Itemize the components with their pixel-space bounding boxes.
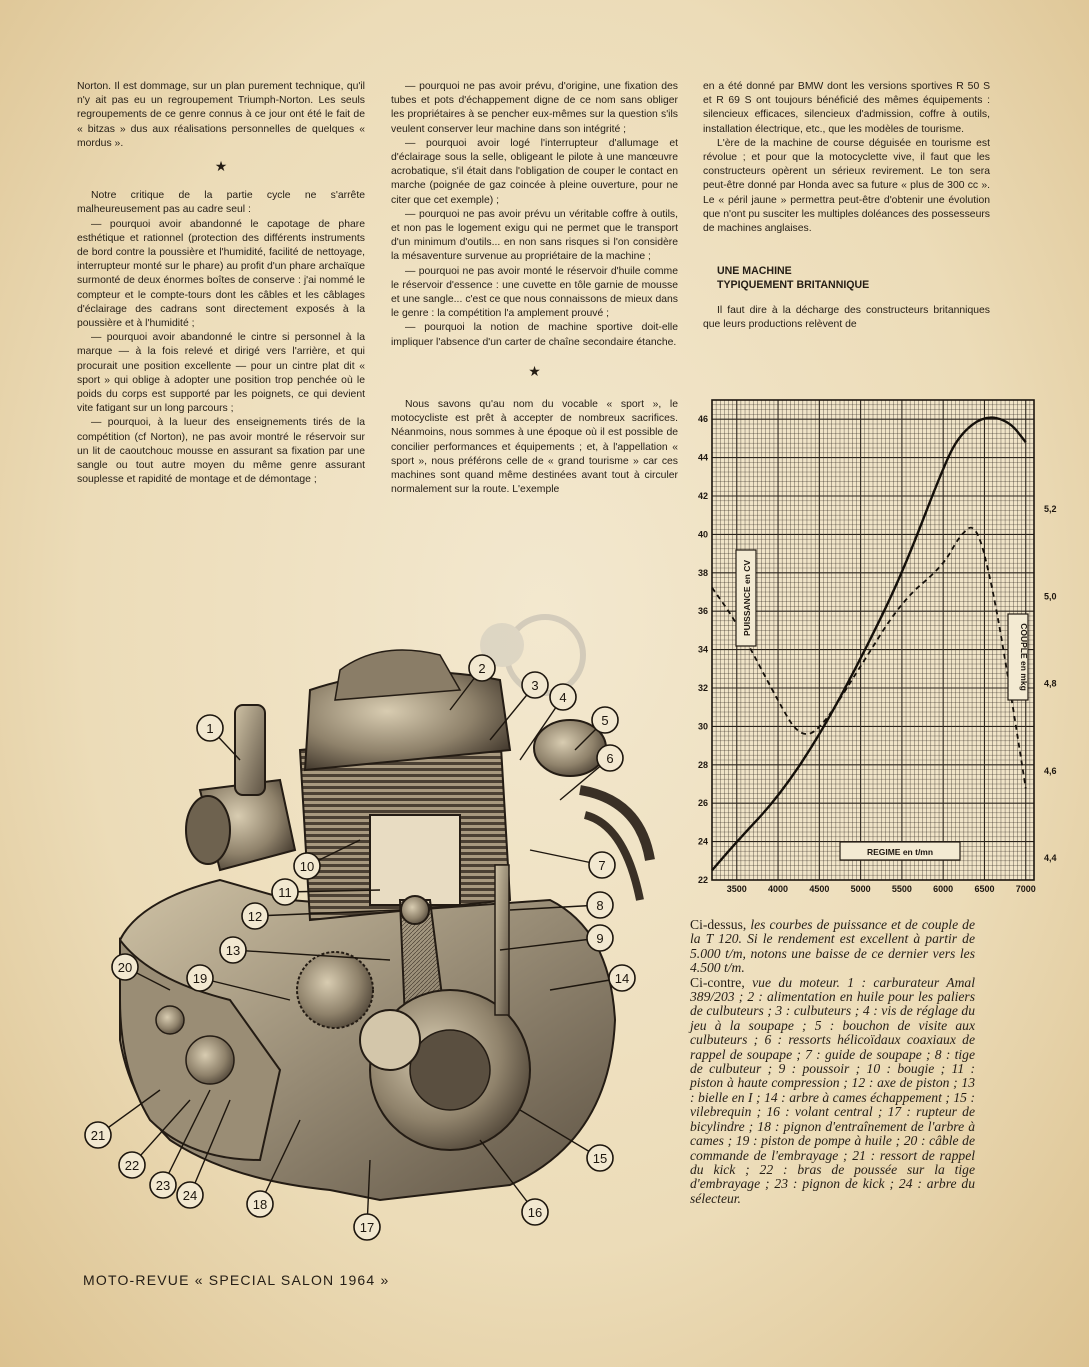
paragraph: L'ère de la machine de course déguisée en tourisme est révolue ; et pour que la motocyclette vive, il faut que les constructeurs opèrent un sérieux revirement. Le ton sera peut-être donné par Honda avec sa future « plus de 300 cc ». Le « péril jaune » permettra peut-être d'obtenir une évolution que n'ont pu susciter les multiples doléances des possesseurs de machines anglaises. bbox=[703, 137, 990, 235]
callout-number: 24 bbox=[182, 1188, 198, 1203]
chart-and-engine-caption bbox=[690, 918, 975, 1206]
paragraph: — pourquoi ne pas avoir prévu, d'origine, une fixation des tubes et pots d'échappement digne de ce nom sans obliger les propriétaires à se pencher eux-mêmes sur la question s'ils veulent conserver leur machine dans son intégrité ; bbox=[391, 81, 678, 135]
paragraph: Notre critique de la partie cycle ne s'arrête malheureusement pas au cadre seul : bbox=[77, 190, 365, 216]
callout-number: 6 bbox=[606, 751, 614, 766]
y-tick-label: 28 bbox=[697, 759, 708, 770]
paragraph: — pourquoi la notion de machine sportive doit-elle impliquer l'absence d'un carter de chaîne secondaire étanche. bbox=[391, 322, 678, 348]
y2-tick-label: 4,8 bbox=[1044, 678, 1057, 689]
chart-caption bbox=[690, 918, 975, 976]
text-column-1 bbox=[77, 80, 365, 487]
callout-number: 20 bbox=[117, 960, 133, 975]
paragraph: en a été donné par BMW dont les versions sportives R 50 S et R 69 S ont toujours bénéficié des mêmes équipements : silencieux efficaces, silencieux d'admission, coffre à outils, installation électrique, etc., que les modèles de tourisme. bbox=[703, 81, 990, 135]
section-heading-line-2: TYPIQUEMENT BRITANNIQUE bbox=[717, 279, 870, 292]
paragraph: Nous savons qu'au nom du vocable « sport », le motocycliste est prêt à accepter de nombreux sacrifices. Néanmoins, nous sommes à une époque où il est possible de concilier performances et équipements ; et, à l'appellation « sport », nous préférons celle de « grand tourisme » car ces machines sont quand même destinées avant tout à circuler normalement sur la route. L'exemple bbox=[391, 399, 678, 496]
chart-grid bbox=[712, 400, 1034, 880]
y-tick-label: 32 bbox=[697, 683, 708, 693]
y-tick-label: 44 bbox=[697, 452, 708, 463]
chart-y2label: COUPLE en mkg bbox=[1019, 623, 1029, 691]
callout-number: 22 bbox=[124, 1158, 140, 1173]
paragraph: — pourquoi ne pas avoir monté le réservoir d'huile comme le réservoir d'essence : une cuvette en tôle garnie de mousse et une sangle... c'est ce que nous connaissons de mieux dans le genre : la compétition l'a amplement prouvé ; bbox=[391, 265, 678, 320]
callout-number: 21 bbox=[90, 1128, 106, 1143]
y-tick-label: 40 bbox=[697, 529, 708, 540]
callout-number: 17 bbox=[359, 1220, 375, 1235]
chart-y2-ticks bbox=[1044, 504, 1057, 863]
chart-y-ticks bbox=[698, 414, 708, 885]
x-tick-label: 6500 bbox=[974, 884, 995, 894]
paragraph: — pourquoi avoir abandonné le capotage de phare esthétique et rationnel (protection des différents instruments de bord contre la poussière et l'humidité, facilité de nettoyage, interrupteur monté sur le phare) au profit d'un phare archaïque surmonté de deux énormes boîtes de conserve : j'ai nommé le compteur et le compte-tours dont les câbles et les câblages d'éclairage des cadrans sont directement exposés à la poussière et à l'humidité ; bbox=[77, 218, 365, 330]
caption-lead: Ci-dessus, bbox=[690, 917, 747, 932]
callout-number: 16 bbox=[527, 1205, 543, 1220]
x-tick-label: 3500 bbox=[726, 884, 747, 894]
callout-number: 12 bbox=[247, 909, 263, 924]
y2-tick-label: 4,4 bbox=[1044, 853, 1057, 864]
paragraph: — pourquoi, à la lueur des enseignements tirés de la compétition (cf Norton), ne pas avoir montré le réservoir sur un lit de caoutchouc mousse en assurant sa fixation par une sangle ou tout autre moyen du même genre assurant souplesse et rapidité de montage et de démontage ; bbox=[77, 417, 365, 486]
engine-cutaway-illustration bbox=[80, 600, 690, 1250]
text-column-2 bbox=[391, 80, 678, 497]
y2-tick-label: 5,0 bbox=[1044, 591, 1057, 602]
page-footer: MOTO-REVUE « SPECIAL SALON 1964 » bbox=[83, 1272, 390, 1288]
caption-lead: Ci-contre, bbox=[690, 974, 745, 990]
x-tick-label: 7000 bbox=[1015, 884, 1036, 894]
caption-text: les courbes de puissance et de couple de la T 120. Si le rendement est excellent à partir de 5.000 t/m, notons une baisse de ce dernier vers les 4.500 t/m. bbox=[690, 917, 975, 976]
y2-tick-label: 4,6 bbox=[1044, 765, 1057, 776]
x-tick-label: 6000 bbox=[933, 884, 954, 894]
paragraph: — pourquoi ne pas avoir prévu un véritable coffre à outils, et non pas le logement exigu qui ne permet que le transport d'un minimum d'outils... en non sans risques si l'on considère la mésaventure survenue au propriétaire de la machine ; bbox=[391, 208, 678, 263]
text-column-3 bbox=[703, 80, 990, 333]
y-tick-label: 42 bbox=[697, 491, 708, 501]
x-tick-label: 4000 bbox=[768, 884, 789, 894]
callout-number: 18 bbox=[252, 1197, 268, 1212]
chart-x-ticks bbox=[727, 884, 1036, 894]
paragraph: — pourquoi avoir abandonné le cintre si personnel à la marque — à la fois relevé et dirigé vers l'arrière, et qui procurait une position excellente — pour un cintre plat dit « sport » qui oblige à adopter une position trop penchée où le poids du corps est supporté par les poignets, ce qui devient vite fatigant sur un long parcours ; bbox=[77, 332, 365, 415]
y-tick-label: 22 bbox=[697, 875, 708, 885]
callout-number: 13 bbox=[225, 943, 241, 958]
chart-xlabel-box bbox=[840, 842, 960, 860]
callout-number: 10 bbox=[299, 859, 315, 874]
callout-number: 4 bbox=[559, 690, 567, 705]
power-torque-chart bbox=[690, 392, 1057, 904]
y2-tick-label: 5,2 bbox=[1044, 504, 1057, 515]
y-tick-label: 34 bbox=[697, 644, 708, 655]
callout-number: 15 bbox=[592, 1151, 608, 1166]
y-tick-label: 46 bbox=[697, 414, 708, 425]
x-tick-label: 4500 bbox=[809, 884, 830, 894]
x-tick-label: 5000 bbox=[850, 884, 871, 894]
chart-y2label-box bbox=[1008, 614, 1029, 700]
chart-xlabel: REGIME en t/mn bbox=[866, 847, 934, 857]
y-tick-label: 26 bbox=[697, 798, 708, 809]
star-separator: ★ bbox=[214, 158, 228, 175]
paragraph: Il faut dire à la décharge des constructeurs britanniques que leurs productions relèvent de bbox=[703, 305, 990, 331]
chart-ylabel-box bbox=[736, 550, 756, 646]
callout-number: 11 bbox=[278, 885, 292, 900]
callout-number: 2 bbox=[478, 661, 486, 676]
callout-number: 8 bbox=[596, 898, 604, 913]
callout-number: 1 bbox=[206, 721, 214, 736]
chart-ylabel: PUISSANCE en CV bbox=[742, 559, 752, 637]
callout-7 bbox=[530, 850, 615, 878]
callout-number: 9 bbox=[596, 931, 604, 946]
section-heading-line-1: UNE MACHINE bbox=[717, 265, 792, 278]
paragraph: — pourquoi avoir logé l'interrupteur d'allumage et d'éclairage sous la selle, obligeant le pilote à une manœuvre acrobatique, s'il était dans l'obligation de couper le contact en marche (poignée de gaz coincée à pleine ouverture, pour ne citer que cet exemple) ; bbox=[391, 137, 678, 206]
callout-number: 7 bbox=[598, 858, 606, 873]
y-tick-label: 38 bbox=[697, 567, 708, 578]
callout-number: 23 bbox=[155, 1178, 171, 1193]
y-tick-label: 30 bbox=[697, 721, 708, 732]
callout-number: 14 bbox=[614, 971, 630, 986]
paragraph: Norton. Il est dommage, sur un plan purement technique, qu'il n'y ait pas eu un regroupement Triumph-Norton. Les seuls regroupements de ce genre connus à ce jour ont été le fait de « bitzas » dus aux réalisations personnelles de quelques « mordus ». bbox=[77, 81, 365, 149]
callout-number: 19 bbox=[192, 971, 208, 986]
callout-number: 5 bbox=[601, 713, 609, 728]
caption-text: vue du moteur. 1 : carburateur Amal 389/203 ; 2 : alimentation en huile pour les paliers de culbuteurs ; 3 : culbuteurs ; 4 : vis de réglage du jeu à la soupape ; 5 : bouchon de visite aux culbuteurs ; 6 : ressorts hélicoïdaux coaxiaux de rappel de soupape ; 7 : guide de soupape ; 8 : tige de culbuteur ; 9 : poussoir ; 10 : bougie ; 11 : piston à haute compression ; 12 : axe de piston ; 13 : bielle en I ; 14 : arbre à cames échappement ; 15 : vilebrequin ; 16 : volant central ; 17 : rupteur de bicylindre ; 18 : pignon d'entraînement de l'arbre à cames ; 19 : piston de pompe à huile ; 20 : câble de commande de l'embrayage ; 21 : ressort de rappel du kick ; 22 : bras de poussée sur la tige d'embrayage ; 23 : pignon de kick ; 24 : arbre du sélecteur. bbox=[690, 974, 975, 1206]
callout-number: 3 bbox=[531, 678, 539, 693]
engine-caption bbox=[690, 976, 975, 1207]
y-tick-label: 36 bbox=[697, 606, 708, 617]
star-separator: ★ bbox=[528, 362, 541, 379]
x-tick-label: 5500 bbox=[891, 884, 912, 894]
y-tick-label: 24 bbox=[697, 836, 708, 847]
callout-1 bbox=[197, 715, 240, 760]
